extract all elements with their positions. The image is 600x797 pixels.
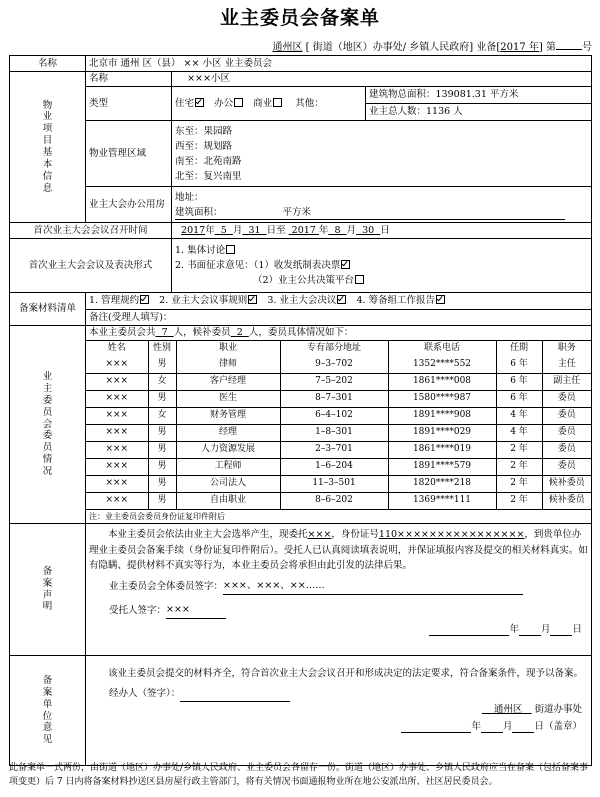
member-position: 候补委员 (542, 476, 591, 493)
member-term: 4 年 (496, 425, 542, 442)
vote-method-label: 首次业主大会会议及表决形式 (10, 239, 172, 293)
members-section-label: 业主委员会委员情况 (10, 326, 86, 524)
office-room-details: 地址： 建筑面积： 平方米 (172, 187, 592, 223)
members-table (86, 341, 591, 509)
member-position: 委员 (542, 459, 591, 476)
member-name: ××× (86, 442, 148, 459)
member-position: 委员 (542, 391, 591, 408)
member-position: 主任 (542, 357, 591, 374)
member-address: 1–6–204 (280, 459, 388, 476)
member-name: ××× (86, 374, 148, 391)
declaration-content (86, 524, 592, 656)
property-info-label: 物业项目基本信息 (10, 72, 86, 223)
member-address: 2–3–701 (280, 442, 388, 459)
vote-method-options: 1. 集体讨论 2. 书面征求意见：（1）收发纸制表决票 （2）业主公共决策平台 (172, 239, 592, 293)
region-south: 南至：北苑南路 (175, 155, 242, 167)
member-occupation: 工程师 (176, 459, 280, 476)
opinion-label: 备案单位意见 (10, 656, 86, 766)
member-address: 6–4–102 (280, 408, 388, 425)
filing-tail2: 号 (582, 42, 592, 53)
agent-signature-line: 受托人签字：××× (89, 602, 588, 618)
member-row (86, 442, 591, 459)
header-occupation: 职业 (176, 341, 280, 357)
opinion-month-field[interactable] (481, 732, 503, 733)
member-gender: 女 (148, 408, 176, 425)
declaration-date-line: 年 月 日 (89, 624, 588, 638)
members-note: 注：业主委员会委员身份证复印件附后 (86, 510, 592, 524)
member-row (86, 391, 591, 408)
material-report-checkbox[interactable] (436, 295, 445, 304)
management-region-bounds (172, 121, 592, 187)
member-row (86, 425, 591, 442)
member-term: 2 年 (496, 459, 542, 476)
member-name: ××× (86, 425, 148, 442)
declaration-text: 本业主委员会依法由业主大会选举产生，现委托×××，身份证号110××××××××××××××××，到贵单位办理业主委员会备案手续（身份证复印件附后）。受托人已认真阅读填表说明，并保证填报内容及提交的相关材料真实。如有隐瞒、提供材料不真实等行为，本业主委员会将承担由此引发的法律后果。 (89, 529, 588, 572)
total-area-value: 139081.31 平方米 (435, 89, 519, 101)
method-paper-ballot-checkbox[interactable] (341, 260, 350, 269)
member-position: 副主任 (542, 374, 591, 391)
member-phone: 1352****552 (388, 357, 496, 374)
meeting-time-value: 2017年 5 月 31 日至 2017 年 8 月 30 日 (172, 223, 592, 239)
declaration-label: 备案声明 (10, 524, 86, 656)
header-phone: 联系电话 (388, 341, 496, 357)
material-rules-checkbox[interactable] (140, 295, 149, 304)
header-name: 姓名 (107, 343, 126, 354)
management-region-label: 物业管理区域 (86, 121, 172, 187)
method-discussion-checkbox[interactable] (226, 245, 235, 254)
owner-count-value: 1136 人 (426, 106, 463, 118)
property-name-label: 名称 (86, 72, 172, 87)
opinion-year-field[interactable] (401, 732, 471, 733)
filing-district: 通州区 (272, 42, 303, 53)
region-west: 西至：规划路 (175, 140, 233, 152)
property-name-value: ×××小区 (172, 72, 592, 87)
member-position: 委员 (542, 442, 591, 459)
member-phone: 1861****019 (388, 442, 496, 459)
materials-remark: 备注(受理人填写)： (86, 310, 592, 326)
header-address: 专有部分地址 (280, 341, 388, 357)
region-north: 北至：复兴南里 (175, 170, 242, 182)
member-address: 8–6–202 (280, 493, 388, 510)
declaration-month-field[interactable] (519, 635, 541, 636)
member-phone: 1580****987 (388, 391, 496, 408)
member-gender: 男 (148, 459, 176, 476)
material-procedure-checkbox[interactable] (248, 295, 257, 304)
member-occupation: 律师 (176, 357, 280, 374)
meeting-time-label: 首次业主大会会议召开时间 (10, 223, 172, 239)
header-gender: 性别 (148, 341, 176, 357)
member-row (86, 476, 591, 493)
document-title: 业主委员会备案单 (219, 7, 380, 29)
handler-signature-line: 经办人（签字）： (89, 686, 588, 702)
handler-signature-field[interactable] (180, 701, 290, 702)
property-type-options: 住宅 办公 商业 其他： (172, 87, 366, 121)
filing-year: 2017 年 (500, 42, 539, 53)
name-label: 名称 (10, 56, 86, 72)
member-occupation: 财务管理 (176, 408, 280, 425)
member-rows (86, 357, 591, 509)
member-address: 9–3–702 (280, 357, 388, 374)
member-phone: 1861****008 (388, 374, 496, 391)
filing-number-blank[interactable] (556, 40, 582, 50)
filing-mid: [ 街道（地区）办事处/ 乡镇人民政府] 业备[ (305, 42, 501, 53)
member-position: 候补委员 (542, 493, 591, 510)
member-gender: 男 (148, 391, 176, 408)
member-phone: 1891****579 (388, 459, 496, 476)
header-term: 任期 (496, 341, 542, 357)
opinion-day-field[interactable] (512, 732, 534, 733)
member-address: 1–8–301 (280, 425, 388, 442)
materials-label: 备案材料清单 (10, 293, 86, 326)
region-east: 东至：果园路 (175, 125, 233, 137)
member-term: 6 年 (496, 357, 542, 374)
member-term: 6 年 (496, 374, 542, 391)
member-row (86, 357, 591, 374)
member-gender: 男 (148, 425, 176, 442)
member-row (86, 459, 591, 476)
type-other-label: 其他： (295, 97, 324, 109)
member-name: ××× (86, 459, 148, 476)
members-header-row (86, 341, 591, 357)
materials-checklist: 1. 管理规约 2. 业主大会议事规则 3. 业主大会决议 4. 筹备组工作报告 (86, 293, 592, 310)
member-address: 11–3–501 (280, 476, 388, 493)
member-phone: 1891****029 (388, 425, 496, 442)
member-name: ××× (86, 391, 148, 408)
type-residential-checkbox[interactable] (195, 98, 204, 107)
opinion-content (86, 656, 592, 766)
members-table-cell (86, 341, 592, 510)
member-row (86, 374, 591, 391)
member-occupation: 公司法人 (176, 476, 280, 493)
office-room-label: 业主大会办公用房 (86, 187, 172, 223)
member-occupation: 客户经理 (176, 374, 280, 391)
member-gender: 男 (148, 442, 176, 459)
members-signature-field[interactable]: ×××、×××、××…… (223, 578, 523, 595)
member-row (86, 493, 591, 510)
member-phone: 1820****218 (388, 476, 496, 493)
type-commercial-checkbox[interactable] (273, 98, 282, 107)
member-name: ××× (105, 359, 129, 370)
opinion-text: 该业主委员会提交的材料齐全，符合首次业主大会会议召开和形成决定的法定要求，符合备案条件，现予以备案。 (108, 668, 584, 679)
method-online-platform-checkbox[interactable] (355, 275, 364, 284)
member-occupation: 人力资源发展 (176, 442, 280, 459)
member-address: 7–5–202 (280, 374, 388, 391)
filing-form-table (9, 55, 592, 766)
member-occupation: 医生 (176, 391, 280, 408)
committee-name-value: 北京市 通州 区（县） ×× 小区 业主委员会 (86, 56, 592, 72)
material-resolution-checkbox[interactable] (337, 295, 346, 304)
opinion-date-line: 年 月 日（盖章） (89, 721, 588, 735)
member-gender: 男 (148, 493, 176, 510)
office-area-blank[interactable] (223, 219, 283, 220)
declaration-day-field[interactable] (550, 635, 572, 636)
total-area-cell: 建筑物总面积：139081.31 平方米 (366, 87, 592, 104)
member-occupation: 自由职业 (176, 493, 280, 510)
member-phone: 1369****111 (388, 493, 496, 510)
opinion-office-line: 通州区 街道办事处 (493, 703, 582, 715)
member-name: ××× (86, 493, 148, 510)
member-gender: 男 (148, 476, 176, 493)
property-type-label: 类型 (86, 87, 172, 121)
member-gender: 男 (148, 357, 176, 374)
member-term: 2 年 (496, 442, 542, 459)
footnote: 此备案单一式两份，由街道（地区）办事处/乡镇人民政府、业主委员会各留存一份。街道（地区）办事处、乡镇人民政府应当在备案（包括备案事项变更）后 7 日内将备案材料抄送区县房屋行政主管部门，将有关情况书面通报物业所在地公安派出所、社区居民委员会。 (9, 763, 589, 787)
members-signature-line: 业主委员会全体委员签字：×××、×××、××…… (89, 578, 588, 594)
agent-signature-field[interactable]: ××× (166, 602, 226, 619)
member-occupation: 经理 (176, 425, 280, 442)
member-name: ××× (86, 476, 148, 493)
member-term: 6 年 (496, 391, 542, 408)
member-term: 2 年 (496, 493, 542, 510)
member-name: ××× (86, 408, 148, 425)
member-row (86, 408, 591, 425)
header-position: 职务 (542, 341, 591, 357)
filing-number-line (272, 38, 592, 53)
declaration-year-field[interactable] (429, 635, 509, 636)
members-summary: 本业主委员会共 7 人，候补委员 2 人，委员具体情况如下： (86, 326, 592, 341)
member-position: 委员 (542, 408, 591, 425)
member-address: 8–7–301 (280, 391, 388, 408)
member-term: 2 年 (496, 476, 542, 493)
owner-count-cell: 业主总人数：1136 人 (366, 104, 592, 121)
member-position: 委员 (542, 425, 591, 442)
member-phone: 1891****908 (388, 408, 496, 425)
filing-tail1: ] 第 (538, 42, 556, 53)
type-office-checkbox[interactable] (234, 98, 243, 107)
member-gender: 女 (148, 374, 176, 391)
member-term: 4 年 (496, 408, 542, 425)
